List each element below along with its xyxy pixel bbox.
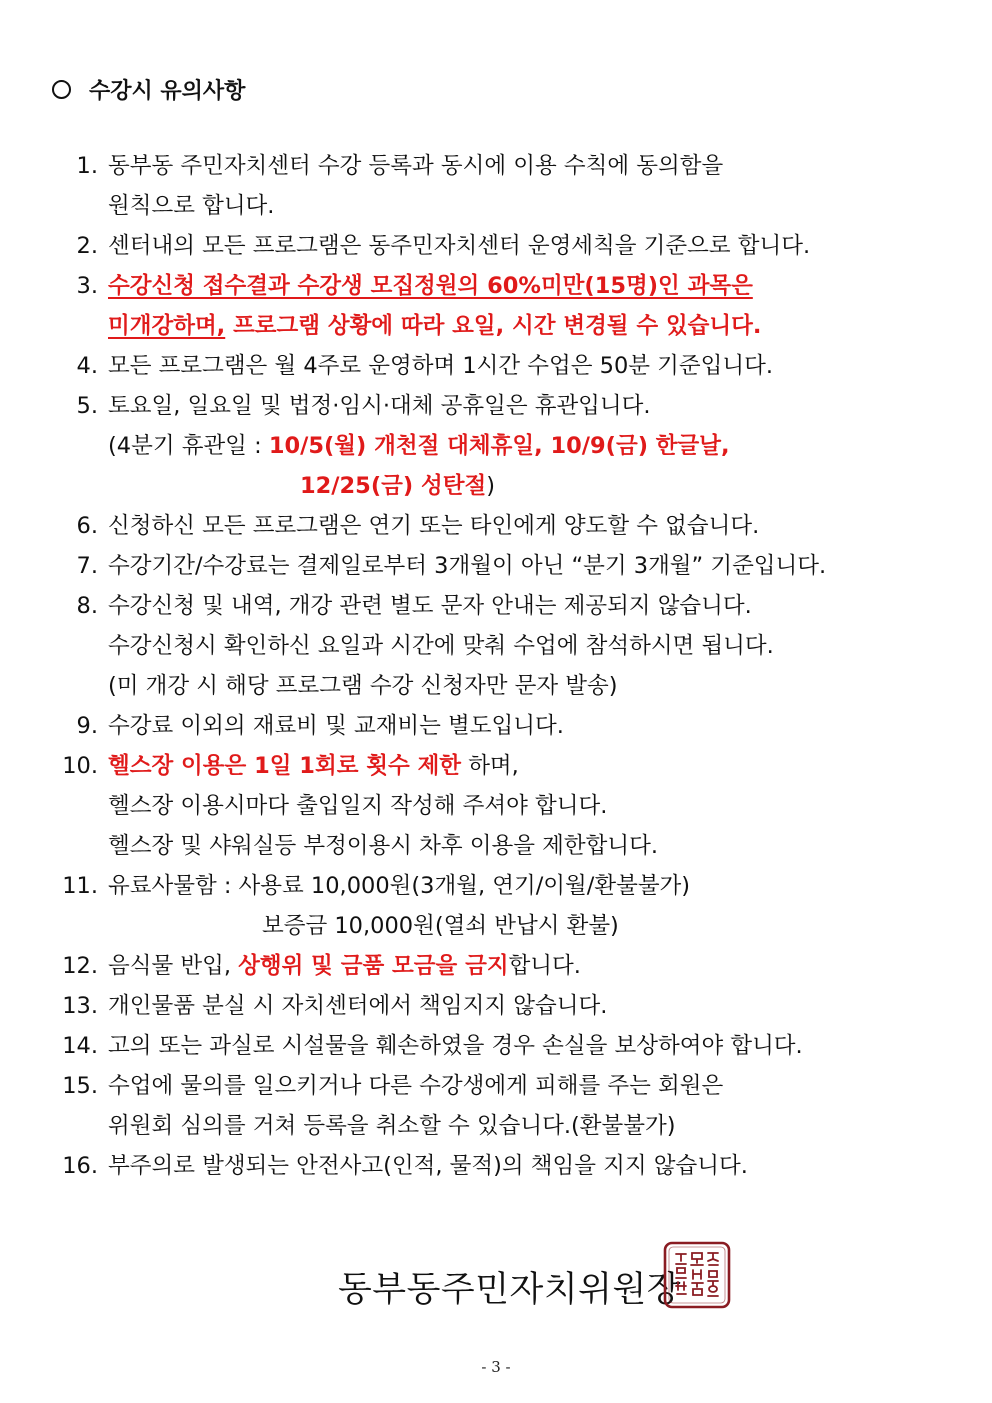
rule-item-15: 15. 수업에 물의를 일으키거나 다른 수강생에게 피해를 주는 회원은 — [62, 1073, 724, 1099]
rule-item-7: 7. 수강기간/수강료는 결제일로부터 3개월이 아닌 “분기 3개월” 기준입니다. — [76, 553, 827, 579]
rule-item-8: 8. 수강신청 및 내역, 개강 관련 별도 문자 안내는 제공되지 않습니다. — [76, 593, 752, 619]
rule-item-1-cont: 원칙으로 합니다. — [108, 193, 275, 219]
page-number: - 3 - — [481, 1358, 511, 1376]
rule-item-11-cont: 보증금 10,000원(열쇠 반납시 환불) — [262, 913, 619, 939]
rule-item-10-cont-2: 헬스장 및 샤워실등 부정이용시 차후 이용을 제한합니다. — [108, 833, 658, 859]
rule-item-3: 3. 수강신청 접수결과 수강생 모집정원의 60%미만(15명)인 과목은 — [76, 273, 753, 299]
notice-schedule-change: 프로그램 상황에 따라 요일, 시간 변경될 수 있습니다. — [225, 313, 762, 339]
notice-cancel-class: 미개강하며, — [108, 313, 226, 339]
circle-bullet-icon — [52, 80, 71, 99]
gym-limit-notice: 헬스장 이용은 1일 1회로 횟수 제한 — [108, 753, 462, 779]
holiday-list: 10/5(월) 개천절 대체휴일, 10/9(금) 한글날, — [268, 433, 730, 459]
rule-item-8-cont-2: (미 개강 시 해당 프로그램 수강 신청자만 문자 발송) — [108, 673, 618, 699]
commerce-ban-notice: 상행위 및 금품 모금을 금지 — [238, 953, 509, 979]
rule-item-2: 2. 센터내의 모든 프로그램은 동주민자치센터 운영세칙을 기준으로 합니다. — [76, 233, 811, 259]
rule-item-10-cont: 헬스장 이용시마다 출입일지 작성해 주셔야 합니다. — [108, 793, 608, 819]
official-seal-icon — [662, 1240, 732, 1310]
rule-item-5-holidays-cont: 12/25(금) 성탄절) — [300, 473, 495, 499]
rule-item-14: 14. 고의 또는 과실로 시설물을 훼손하였을 경우 손실을 보상하여야 합니다. — [62, 1033, 803, 1059]
rule-item-5: 5. 토요일, 일요일 및 법정·임시·대체 공휴일은 휴관입니다. — [76, 393, 651, 419]
rule-item-6: 6. 신청하신 모든 프로그램은 연기 또는 타인에게 양도할 수 없습니다. — [76, 513, 760, 539]
notice-minimum-enrollment: 수강신청 접수결과 수강생 모집정원의 60%미만(15명)인 과목은 — [108, 273, 753, 299]
section-heading — [52, 74, 245, 105]
holiday-christmas: 12/25(금) 성탄절 — [300, 473, 487, 499]
signer-title: 동부동주민자치위원장 — [338, 1270, 682, 1310]
rule-item-15-cont: 위원회 심의를 거쳐 등록을 취소할 수 있습니다.(환불불가) — [108, 1113, 676, 1139]
rule-item-9: 9. 수강료 이외의 재료비 및 교재비는 별도입니다. — [76, 713, 564, 739]
rule-item-1: 1. 동부동 주민자치센터 수강 등록과 동시에 이용 수칙에 동의함을 — [76, 153, 724, 179]
rule-item-12: 12. 음식물 반입, 상행위 및 금품 모금을 금지합니다. — [62, 953, 581, 979]
rule-item-16: 16. 부주의로 발생되는 안전사고(인적, 물적)의 책임을 지지 않습니다. — [62, 1153, 748, 1179]
rule-item-5-holidays: (4분기 휴관일 : 10/5(월) 개천절 대체휴일, 10/9(금) 한글날, — [108, 433, 730, 459]
rule-item-8-cont: 수강신청시 확인하신 요일과 시간에 맞춰 수업에 참석하시면 됩니다. — [108, 633, 774, 659]
rule-item-11: 11. 유료사물함 : 사용료 10,000원(3개월, 연기/이월/환불불가) — [62, 873, 691, 899]
heading-text: 수강시 유의사항 — [89, 79, 246, 104]
rule-item-4: 4. 모든 프로그램은 월 4주로 운영하며 1시간 수업은 50분 기준입니다. — [76, 353, 774, 379]
rule-item-10: 10. 헬스장 이용은 1일 1회로 횟수 제한 하며, — [62, 753, 519, 779]
rule-item-3-cont — [108, 315, 761, 338]
rule-item-13: 13. 개인물품 분실 시 자치센터에서 책임지지 않습니다. — [62, 993, 608, 1019]
